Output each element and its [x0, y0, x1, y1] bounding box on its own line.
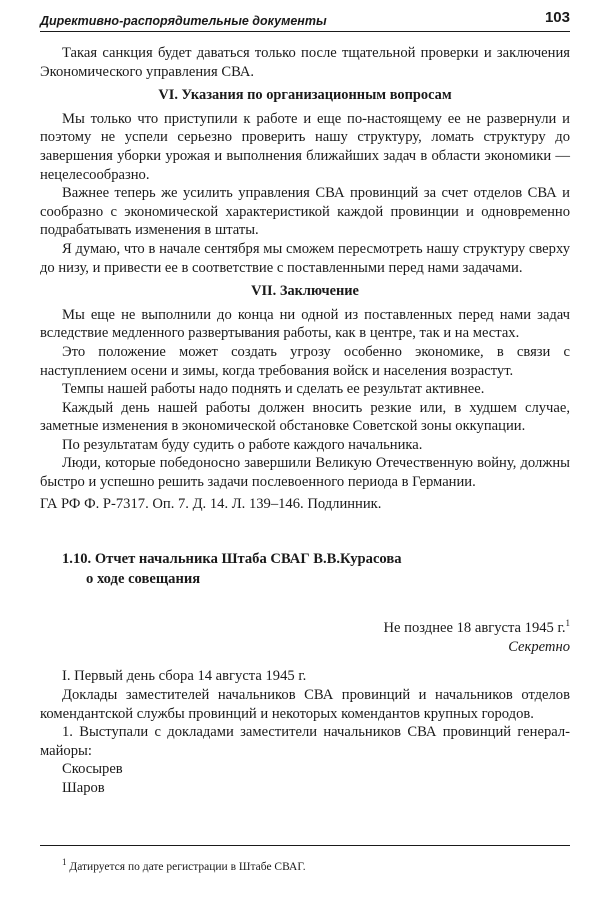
document-date-line [40, 619, 570, 638]
classification-label: Секретно [508, 638, 570, 655]
report-paragraph-2: Доклады заместителей начальников СВА провинций и начальников отделов комендантской службы провинций и некоторых комендантов крупных городов. [40, 687, 570, 722]
running-header-title: Директивно-распорядительные документы [40, 14, 327, 28]
document-date: Не позднее 18 августа 1945 г. [383, 620, 566, 637]
section-6-paragraph-1: Мы только что приступили к работе и еще по-настоящему ее не развернули и поэтому не успели серьезно проверить нашу структуру, ломать структуру до завершения уборки урожая и выполнения ближайших задач в области экономики — нецелесообразно. [40, 110, 570, 183]
speaker-name: Шаров [62, 780, 105, 796]
archive-reference: ГА РФ Ф. Р-7317. Оп. 7. Д. 14. Л. 139–146. Подлинник. [40, 495, 382, 512]
section-7-paragraph-4: Каждый день нашей работы должен вносить резкие или, в худшем случае, заметные изменения в экономической обстановке Советской зоны оккупации. [40, 399, 570, 435]
document-title-line-2: о ходе совещания [86, 570, 201, 587]
document-title-line-1: 1.10. Отчет начальника Штаба СВАГ В.В.Курасова [62, 551, 402, 568]
section-7-paragraph-6: Люди, которые победоносно завершили Великую Отечественную войну, должны быстро и успешно решить задачи послевоенного периода в Германии. [40, 455, 570, 491]
footnote-mark: 1 [62, 857, 67, 868]
section-7-paragraph-5: По результатам буду судить о работе каждого начальника. [62, 436, 423, 453]
document-title [40, 550, 570, 589]
section-6-heading: VI. Указания по организационным вопросам [158, 87, 452, 104]
section-6-paragraph-2: Важнее теперь же усилить управления СВА провинций за счет отделов СВА и сообразно с экономической характеристикой каждой провинции и одновременно подрабатывать изменения в штаты. [40, 185, 570, 239]
footnote [62, 857, 306, 874]
page-number: 103 [544, 9, 570, 26]
running-header [40, 7, 570, 32]
footnote-marker: 1 [565, 618, 570, 629]
section-7-paragraph-1: Мы еще не выполнили до конца ни одной из поставленных перед нами задач вследствие медленного развертывания работы, как в центре, так и на местах. [40, 306, 570, 342]
footnote-divider [40, 845, 570, 846]
footnote-text: Датируется по дате регистрации в Штабе СВАГ. [69, 861, 306, 873]
section-7-paragraph-3: Темпы нашей работы надо поднять и сделать ее результат активнее. [62, 381, 485, 398]
page-body [40, 44, 570, 798]
report-paragraph-3: 1. Выступали с докладами заместители начальников СВА провинций генерал-майоры: [40, 724, 570, 759]
report-paragraph-1: I. Первый день сбора 14 августа 1945 г. [62, 668, 307, 685]
section-7-heading: VII. Заключение [251, 283, 359, 300]
speaker-name: Скосырев [62, 761, 123, 778]
section-7-paragraph-2: Это положение может создать угрозу особенно экономике, в связи с наступлением осени и зимы, когда требования войск и населения возрастут. [40, 343, 570, 379]
section-6-paragraph-3: Я думаю, что в начале сентября мы сможем пересмотреть нашу структуру сверху до низу, и привести ее в соответствие с поставленными перед нами задачами. [40, 240, 570, 276]
document-meta [40, 619, 570, 656]
intro-paragraph: Такая санкция будет даваться только после тщательной проверки и заключения Экономического управления СВА. [40, 45, 570, 80]
